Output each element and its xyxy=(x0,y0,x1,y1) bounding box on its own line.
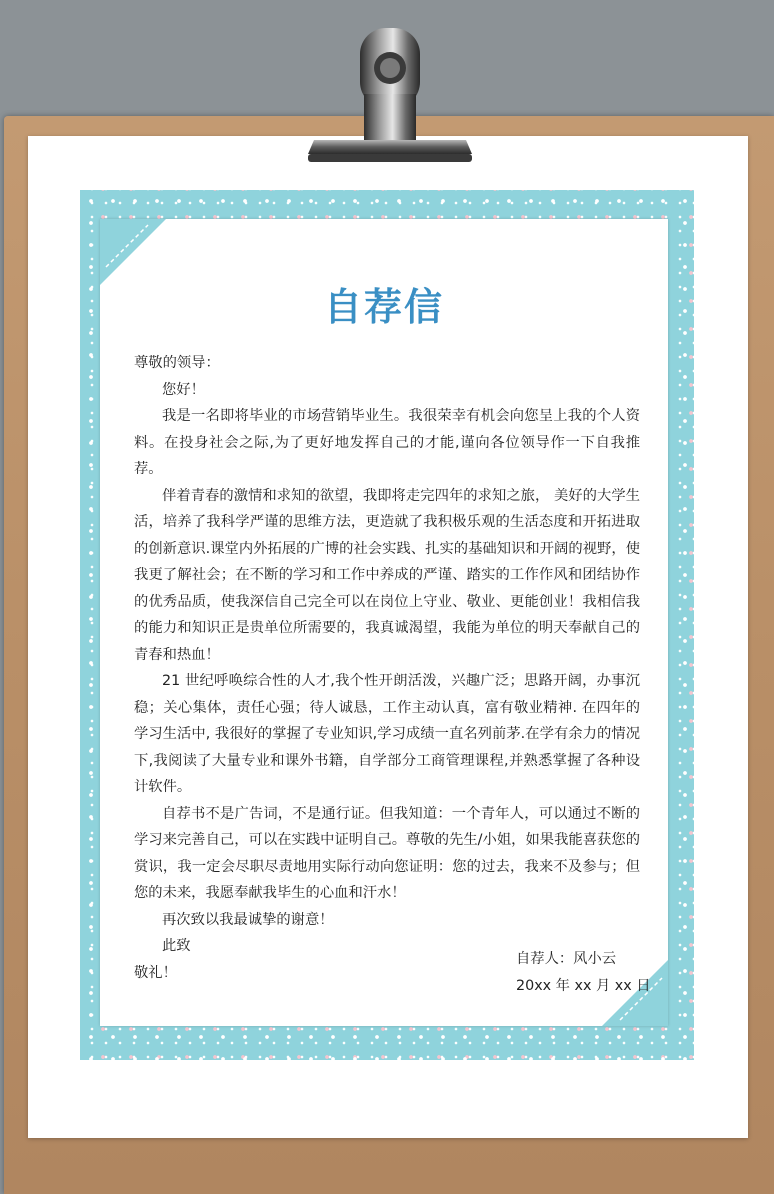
closing-line-2: 敬礼！ xyxy=(134,964,177,981)
greeting: 您好！ xyxy=(162,381,205,398)
binder-clip-icon xyxy=(300,24,480,174)
page-title: 自荐信 xyxy=(323,285,444,329)
paragraph-2: 伴着青春的激情和求知的欲望，我即将走完四年的求知之旅， 美好的大学生活，培养了我科学严谨的思维方法，更造就了我积极乐观的生活态度和开拓进取的创新意识.课堂内外拓展的广博的社会实践、扎实的基础知识和开阔的视野，使我更了解社会；在不断的学习和工作中养成的严谨、踏实的工作作风和团结协作的优秀品质，使我深信自己完全可以在岗位上守业、敬业、更能创业！我相信我的能力和知识正是贵单位所需要的，我真诚渴望，我能为单位的明天奉献自己的青春和热血！ xyxy=(134,487,640,663)
paragraph-1: 我是一名即将毕业的市场营销毕业生。我很荣幸有机会向您呈上我的个人资料。在投身社会之际,为了更好地发挥自己的才能,谨向各位领导作一下自我推荐。 xyxy=(134,408,640,477)
letter-date: 20xx 年 xx 月 xx 日 xyxy=(516,977,651,994)
signature-block xyxy=(516,946,651,999)
paragraph-3: 21 世纪呼唤综合性的人才,我个性开朗活泼，兴趣广泛；思路开阔，办事沉稳；关心集体，责任心强；待人诚恳，工作主动认真，富有敬业精神. 在四年的学习生活中, 我很好的掌握了专业知识,学习成绩一直名列前茅.在学有余力的情况下,我阅读了大量专业和课外书籍，自学部分工商管理课程,并熟悉掌握了各种设计软件。 xyxy=(134,673,640,795)
letter-body xyxy=(134,350,640,986)
salutation: 尊敬的领导： xyxy=(134,355,220,371)
closing-line-1: 此致 xyxy=(162,938,191,954)
signer-name: 自荐人：风小云 xyxy=(516,951,617,967)
paragraph-4: 自荐书不是广告词，不是通行证。但我知道：一个青年人，可以通过不断的学习来完善自己，可以在实践中证明自己。尊敬的先生/小姐，如果我能喜获您的赏识，我一定会尽职尽责地用实际行动向您证明：您的过去，我来不及参与；但您的未来，我愿奉献我毕生的心血和汗水！ xyxy=(134,805,640,901)
paragraph-5: 再次致以我最诚挚的谢意！ xyxy=(162,911,334,928)
